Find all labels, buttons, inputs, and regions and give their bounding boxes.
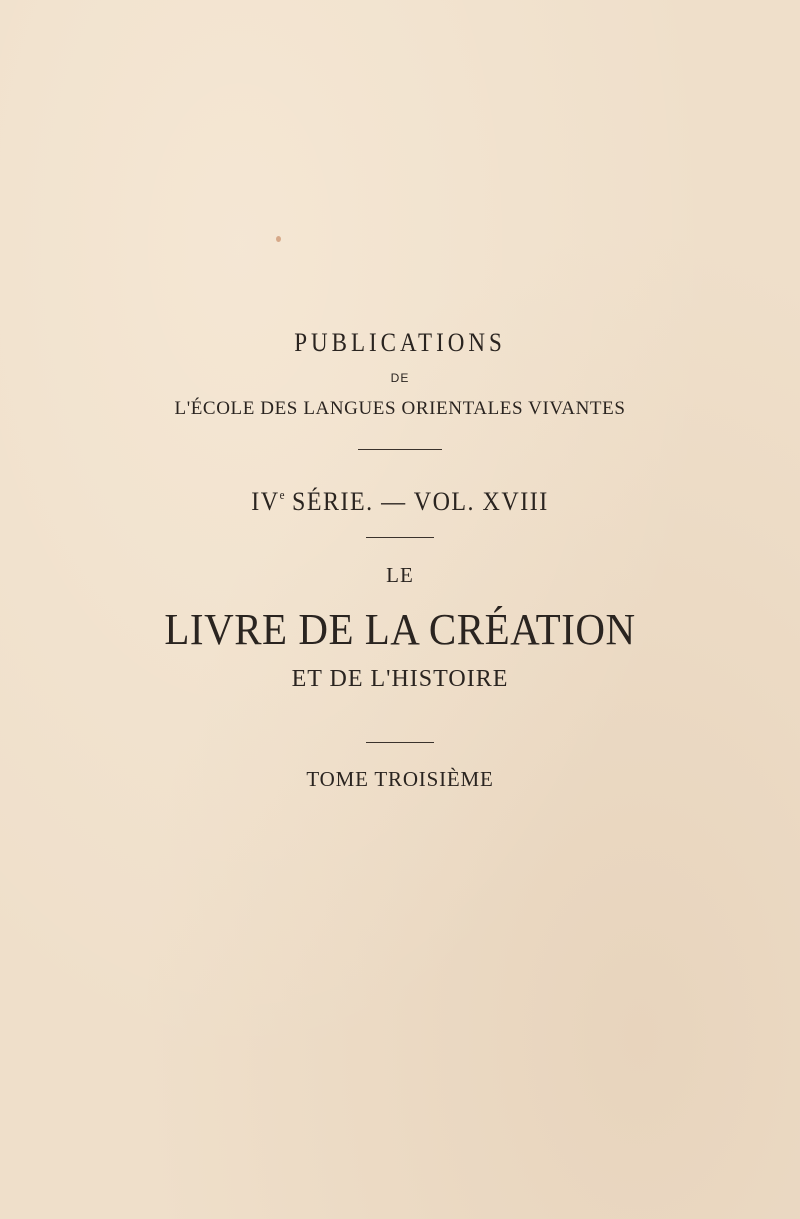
article-le: LE	[386, 563, 414, 587]
publications-heading: PUBLICATIONS	[294, 328, 506, 357]
divider-rule	[358, 449, 442, 450]
divider-rule	[366, 537, 434, 538]
series-numeral: IV	[251, 487, 280, 517]
series-volume	[0, 479, 800, 519]
book-subtitle: ET DE L'HISTOIRE	[291, 666, 509, 692]
school-name: L'ÉCOLE DES LANGUES ORIENTALES VIVANTES	[174, 398, 626, 419]
paper-speck	[276, 236, 281, 242]
divider-rule	[366, 742, 434, 743]
book-title: LIVRE DE LA CRÉATION	[164, 604, 636, 654]
de-word: DE	[390, 371, 410, 385]
tome-label: TOME TROISIÈME	[306, 767, 494, 791]
series-text: SÉRIE. — VOL. XVIII	[284, 487, 549, 517]
series-superscript: e	[279, 488, 285, 503]
